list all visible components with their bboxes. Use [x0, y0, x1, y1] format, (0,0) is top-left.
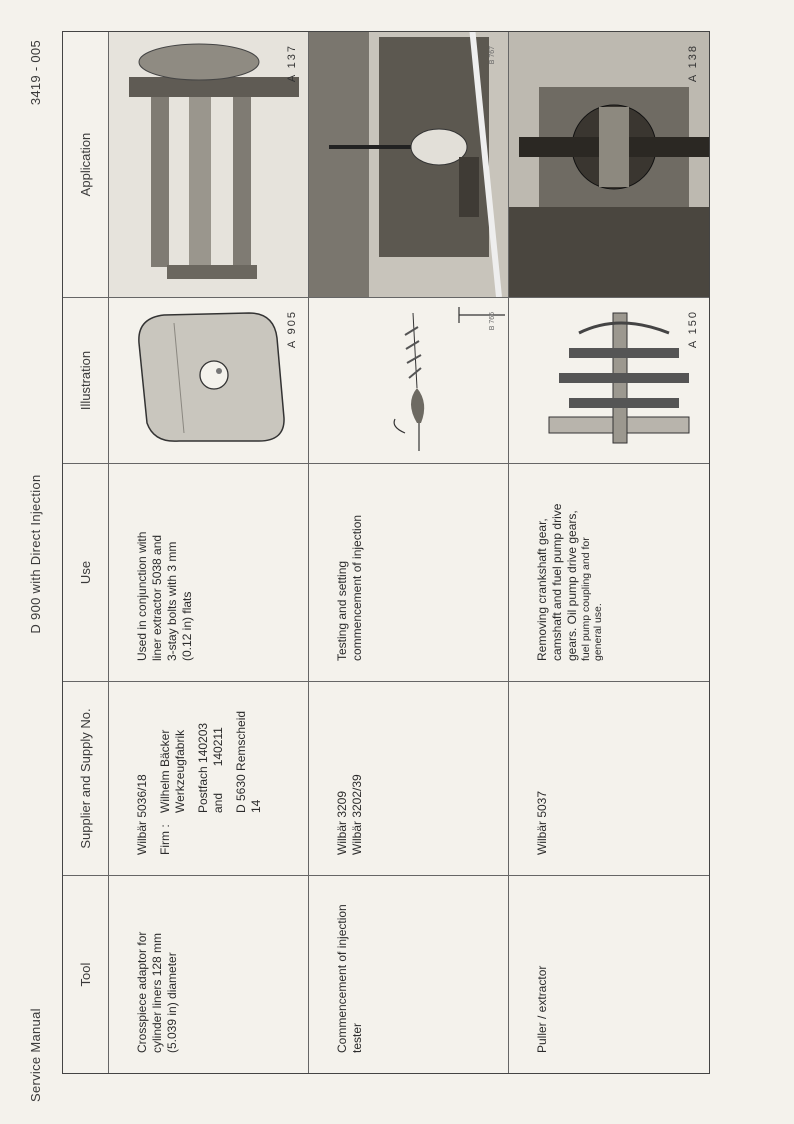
- use-line: Testing and setting: [335, 560, 349, 661]
- application-caption: A 138: [687, 44, 699, 83]
- tool-line: cylinder liners 128 mm: [150, 932, 164, 1053]
- use-line: (0.12 in) flats: [180, 591, 194, 661]
- crosspiece-on-liner-image: [109, 32, 309, 297]
- header-page-code: 3419 - 005: [28, 40, 43, 106]
- table-row-1-use: [109, 463, 309, 681]
- column-header-supplier: Supplier and Supply No.: [63, 681, 109, 875]
- supplier-number-2: Wilbär 3202/39: [350, 774, 364, 855]
- tool-line: Puller / extractor: [535, 965, 549, 1053]
- use-line-small: fuel pump coupling and for: [580, 537, 592, 661]
- application-caption: A 137: [286, 44, 298, 83]
- header-engine-title: D 900 with Direct Injection: [28, 474, 43, 634]
- use-line: Used in conjunction with: [135, 531, 149, 661]
- table-row-2-use: [309, 463, 509, 681]
- supplier-number: Wilbär 5037: [535, 790, 549, 855]
- use-line: liner extractor 5038 and: [150, 534, 164, 661]
- supplier-postbox-1: Postfach 140203: [196, 722, 210, 813]
- use-line: camshaft and fuel pump drive: [550, 503, 564, 661]
- table-row-2-supplier: [309, 681, 509, 875]
- table-row-3-supplier: [509, 681, 709, 875]
- supplier-number: Wilbär 3209: [335, 790, 349, 855]
- tester-on-engine-image: [309, 32, 509, 297]
- tool-line: Crosspiece adaptor for: [135, 931, 149, 1053]
- table-row-1-supplier: [109, 681, 309, 875]
- tool-line: (5.039 in) diameter: [165, 952, 179, 1053]
- column-header-use: Use: [63, 463, 109, 681]
- supplier-number: Wilbär 5036/18: [135, 774, 149, 855]
- column-header-illustration: Illustration: [63, 297, 109, 463]
- illustration-caption: B 766: [489, 312, 496, 331]
- table-row-2-tool: [309, 875, 509, 1073]
- use-line: 3-stay bolts with 3 mm: [165, 541, 179, 661]
- column-header-application: Application: [63, 32, 109, 297]
- application-photo-crosspiece: [109, 32, 309, 297]
- illustration-caption: A 905: [286, 310, 298, 349]
- supplier-postbox-2: and 140211: [211, 727, 225, 813]
- supplier-firm-label: Firm :: [158, 824, 172, 855]
- use-line-small: general use.: [592, 603, 604, 661]
- tool-line: Commencement of injection: [335, 904, 349, 1053]
- illustration-crosspiece-adaptor: [109, 297, 309, 463]
- table-row-3-use: [509, 463, 709, 681]
- application-photo-injection-tester: [309, 32, 509, 297]
- tool-line: tester: [350, 1022, 364, 1053]
- illustration-injection-tester: [309, 297, 509, 463]
- application-caption: B 767: [489, 46, 496, 65]
- adaptor-plate-image: [109, 297, 309, 463]
- table-row-1-tool: [109, 875, 309, 1073]
- illustration-caption: A 150: [687, 310, 699, 349]
- puller-on-engine-image: [509, 32, 709, 297]
- use-line: Removing crankshaft gear,: [535, 518, 549, 661]
- tools-table: [62, 31, 710, 1074]
- illustration-puller-extractor: [509, 297, 709, 463]
- header-manual-title: Service Manual: [28, 1008, 43, 1102]
- use-line: commencement of injection: [350, 514, 364, 661]
- use-line: gears. Oil pump drive gears,: [565, 510, 579, 661]
- puller-image: [509, 297, 709, 463]
- supplier-city: D 5630 Remscheid 14: [234, 710, 263, 813]
- application-photo-puller: [509, 32, 709, 297]
- injection-tester-image: [309, 297, 509, 463]
- table-row-3-tool: [509, 875, 709, 1073]
- column-header-tool: Tool: [63, 875, 109, 1073]
- supplier-firm-name-2: Werkzeugfabrik: [173, 729, 187, 813]
- supplier-firm-name: Wilhelm Bäcker: [158, 729, 172, 813]
